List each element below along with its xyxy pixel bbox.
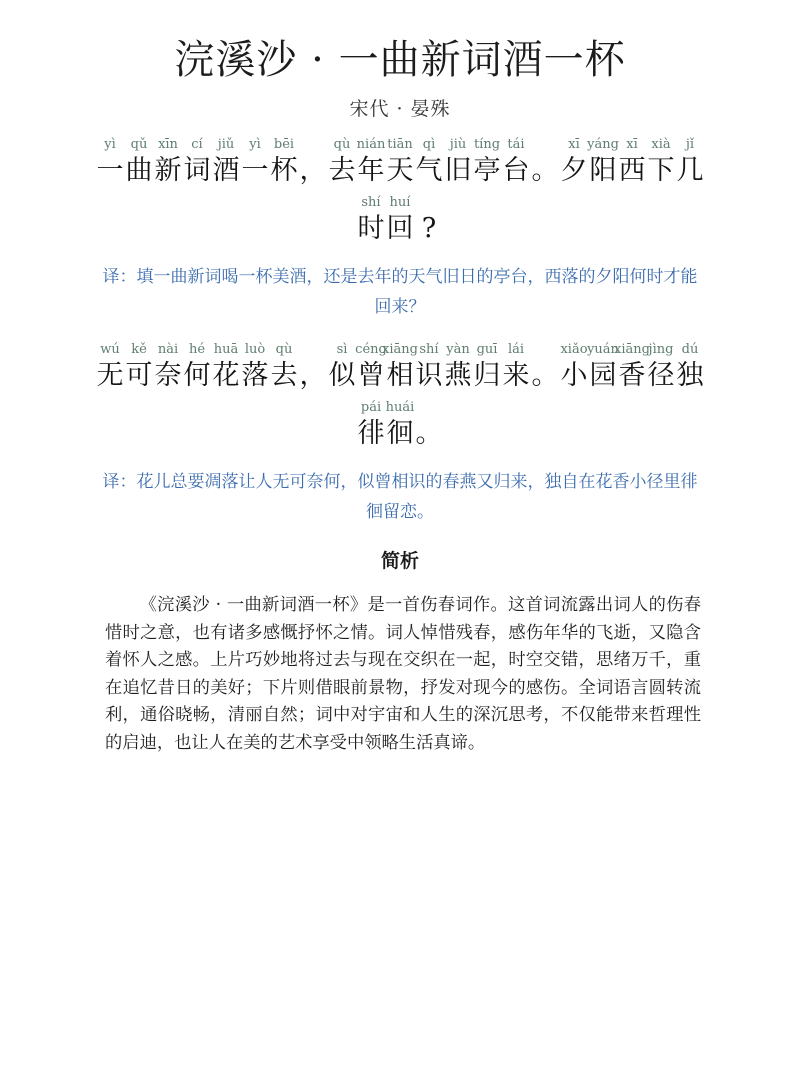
analysis-body: 《浣溪沙 · 一曲新词酒一杯》是一首伤春词作。这首词流露出词人的伤春惜时之意，也有诸多感慨抒怀之情。词人悼惜残春，感伤年华的飞逝，又隐含着怀人之感。上片巧妙地将过去与现在交织在一起，时空交错，思绪万千，重在追忆昔日的美好；下片则借眼前景物，抒发对现今的感伤。全词语言圆转流利，通俗晓畅，清丽自然；词中对宇宙和人生的深沉思考，不仅能带来哲理性的启迪，也让人在美的艺术享受中领略生活真谛。 <box>105 595 701 753</box>
pinyin: xīn <box>158 137 178 152</box>
hanzi: 识 <box>415 360 443 391</box>
poem-title: 浣溪沙 · 一曲新词酒一杯 <box>174 37 626 83</box>
hanzi: 无 <box>96 360 124 391</box>
hanzi: 酒 <box>212 155 240 186</box>
pinyin: tíng <box>473 137 501 152</box>
poem-character <box>647 341 676 393</box>
poem-line <box>0 399 800 451</box>
poem-character <box>415 341 444 393</box>
poem-character <box>560 341 589 393</box>
poem-line <box>0 136 800 188</box>
hanzi: 香 <box>618 360 646 391</box>
pinyin: jiǔ <box>217 137 235 152</box>
hanzi: 几 <box>676 155 704 186</box>
hanzi: 奈 <box>154 360 182 391</box>
hanzi: 。 <box>531 360 559 391</box>
hanzi: 天 <box>386 155 414 186</box>
poem-character <box>676 341 705 393</box>
pinyin: nài <box>157 342 179 357</box>
pinyin: huā <box>213 342 239 357</box>
poem-character <box>357 399 386 451</box>
pinyin: hé <box>188 342 206 357</box>
poem-punctuation <box>415 194 444 246</box>
poem-character <box>125 136 154 188</box>
hanzi: 落 <box>241 360 269 391</box>
poem-character <box>502 341 531 393</box>
pinyin: wú <box>100 342 120 357</box>
hanzi: 曲 <box>125 155 153 186</box>
hanzi: ? <box>421 213 437 244</box>
poem-character <box>154 136 183 188</box>
hanzi: 西 <box>618 155 646 186</box>
pinyin: yì <box>104 137 116 152</box>
poem-punctuation <box>415 399 444 451</box>
poem-character <box>614 341 650 393</box>
hanzi: 气 <box>415 155 443 186</box>
hanzi: 徊 <box>386 418 414 449</box>
hanzi: 可 <box>125 360 153 391</box>
poem-character <box>473 136 502 188</box>
poem-punctuation <box>531 136 560 188</box>
pinyin: kě <box>131 342 147 357</box>
poem-line <box>0 194 800 246</box>
pinyin: cí <box>191 137 203 152</box>
poem-character <box>444 341 473 393</box>
hanzi: ， <box>299 155 327 186</box>
pinyin: luò <box>244 342 266 357</box>
pinyin: qù <box>275 342 293 357</box>
hanzi: 独 <box>676 360 704 391</box>
hanzi: 一 <box>96 155 124 186</box>
hanzi: 来 <box>502 360 530 391</box>
hanzi: 夕 <box>560 155 588 186</box>
poem-character <box>386 136 415 188</box>
poem-character <box>241 136 270 188</box>
analysis-heading: 简析 <box>380 550 419 572</box>
pinyin: shí <box>419 342 439 357</box>
hanzi: 旧 <box>444 155 472 186</box>
pinyin: lái <box>507 342 525 357</box>
poem-punctuation <box>299 136 328 188</box>
hanzi: 花 <box>212 360 240 391</box>
poem-punctuation <box>299 341 328 393</box>
pinyin: xiāng <box>382 342 418 357</box>
hanzi: 去 <box>270 360 298 391</box>
hanzi: 小 <box>560 360 588 391</box>
hanzi: 新 <box>154 155 182 186</box>
poem-character <box>618 136 647 188</box>
pinyin: bēi <box>273 137 295 152</box>
pinyin: qì <box>422 137 436 152</box>
hanzi: 径 <box>647 360 675 391</box>
hanzi: 年 <box>357 155 385 186</box>
pinyin: xī <box>568 137 580 152</box>
poem-character <box>96 136 125 188</box>
hanzi: 。 <box>531 155 559 186</box>
poem-character <box>241 341 270 393</box>
pinyin: guī <box>476 342 498 357</box>
hanzi: 园 <box>589 360 617 391</box>
poem-character <box>183 136 212 188</box>
pinyin: jìng <box>648 342 674 357</box>
translation-text: 译：花儿总要凋落让人无可奈何，似曾相识的春燕又归来，独自在花香小径里徘徊留恋。 <box>102 472 698 522</box>
poem-punctuation <box>531 341 560 393</box>
hanzi: 归 <box>473 360 501 391</box>
poem-character <box>560 136 589 188</box>
pinyin: yàn <box>446 342 470 357</box>
hanzi: 曾 <box>357 360 385 391</box>
hanzi: 杯 <box>270 155 298 186</box>
pinyin: qù <box>333 137 351 152</box>
poem-character <box>96 341 125 393</box>
hanzi: 词 <box>183 155 211 186</box>
hanzi: 徘 <box>357 418 385 449</box>
poem-character <box>589 136 618 188</box>
hanzi: 阳 <box>589 155 617 186</box>
hanzi: 似 <box>328 360 356 391</box>
hanzi: 回 <box>386 213 414 244</box>
poem-character <box>357 136 386 188</box>
hanzi: 时 <box>357 213 385 244</box>
poem-author: 宋代 · 晏殊 <box>349 98 451 120</box>
hanzi: 。 <box>415 418 443 449</box>
poem-character <box>415 136 444 188</box>
translation-text: 译：填一曲新词喝一杯美酒，还是去年的天气旧日的亭台，西落的夕阳何时才能回来？ <box>102 267 698 317</box>
pinyin: xī <box>626 137 638 152</box>
poem-character <box>473 341 502 393</box>
poem-character <box>212 341 241 393</box>
poem-line <box>0 341 800 393</box>
poem-character <box>154 341 183 393</box>
pinyin: nián <box>356 137 386 152</box>
poem-character <box>647 136 676 188</box>
pinyin: shí <box>361 195 381 210</box>
hanzi: 燕 <box>444 360 472 391</box>
pinyin: dú <box>681 342 699 357</box>
poem-character <box>125 341 154 393</box>
pinyin: yáng <box>587 137 619 152</box>
poem-character <box>386 194 415 246</box>
poem-character <box>502 136 531 188</box>
hanzi: 何 <box>183 360 211 391</box>
pinyin: tiān <box>387 137 413 152</box>
poem-character <box>183 341 212 393</box>
poem-character <box>270 341 299 393</box>
poem-character <box>212 136 241 188</box>
pinyin: pái <box>360 400 382 415</box>
poem-character <box>328 341 357 393</box>
poem-character <box>386 399 415 451</box>
pinyin: jiù <box>449 137 467 152</box>
hanzi: ， <box>299 360 327 391</box>
pinyin: huái <box>385 400 415 415</box>
poem-character <box>444 136 473 188</box>
pinyin: huí <box>389 195 411 210</box>
pinyin: xiāng <box>614 342 650 357</box>
pinyin: sì <box>336 342 348 357</box>
pinyin: xià <box>651 137 671 152</box>
hanzi: 下 <box>647 155 675 186</box>
hanzi: 一 <box>241 155 269 186</box>
poem-character <box>357 194 386 246</box>
hanzi: 相 <box>386 360 414 391</box>
poem-character <box>382 341 418 393</box>
pinyin: céng <box>355 342 387 357</box>
poem-character <box>676 136 705 188</box>
pinyin: tái <box>507 137 525 152</box>
hanzi: 台 <box>502 155 530 186</box>
hanzi: 去 <box>328 155 356 186</box>
hanzi: 亭 <box>473 155 501 186</box>
pinyin: xiǎo <box>560 342 588 357</box>
pinyin: jǐ <box>685 137 695 152</box>
pinyin: yuán <box>587 342 619 357</box>
pinyin: yì <box>249 137 261 152</box>
pinyin: qǔ <box>130 137 148 152</box>
poem-character <box>270 136 299 188</box>
poem-character <box>328 136 357 188</box>
